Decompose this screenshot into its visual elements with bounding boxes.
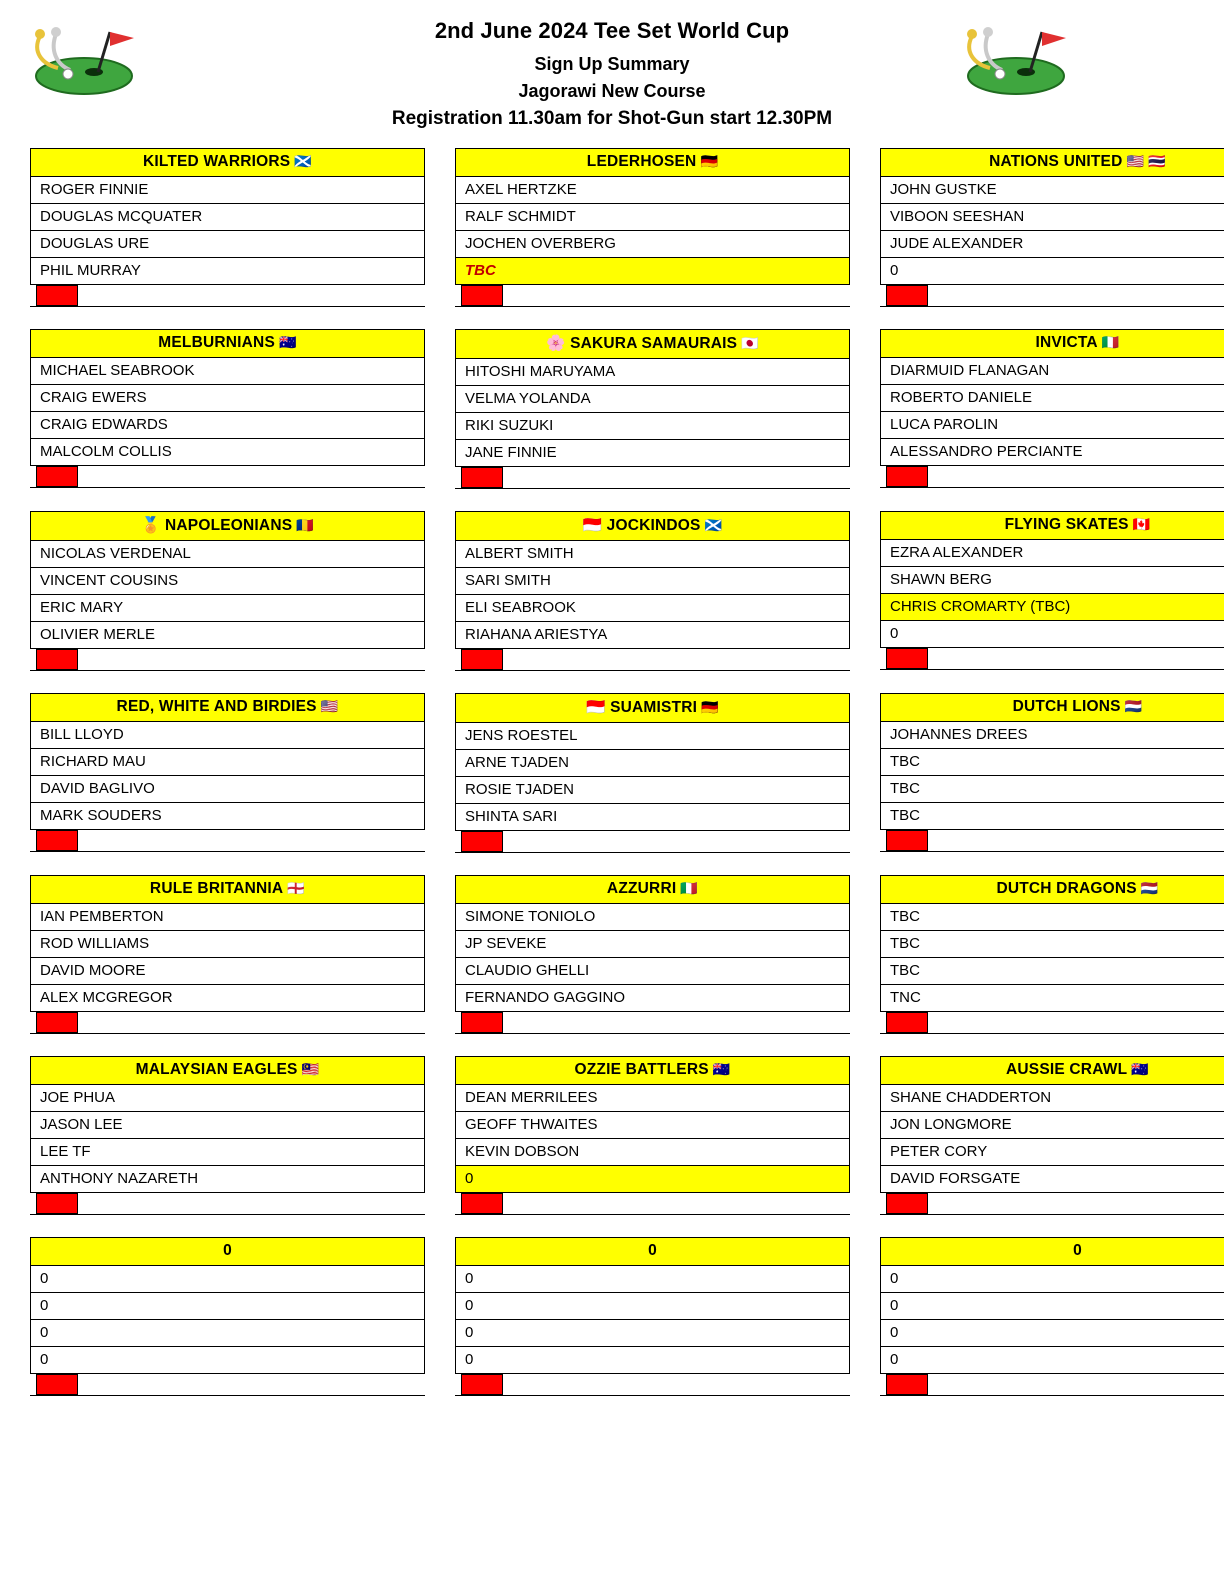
team-flag-icon: 🇩🇪: [697, 699, 719, 715]
team-card: [30, 693, 425, 853]
red-marker-icon: [36, 1012, 78, 1033]
team-name-header[interactable]: DUTCH LIONS 🇳🇱: [880, 693, 1224, 722]
player-row[interactable]: LUCA PAROLIN: [880, 412, 1224, 439]
team-marker-bar: [455, 1193, 850, 1215]
team-card: [880, 1056, 1224, 1215]
team-flag-icon: 🏴󠁧󠁢󠁥󠁮󠁧󠁿: [283, 880, 306, 896]
player-row[interactable]: DAVID FORSGATE: [880, 1166, 1224, 1193]
team-marker-bar: [455, 1012, 850, 1034]
player-row[interactable]: BILL LLOYD: [30, 722, 425, 749]
team-flag-icon: 🇯🇵: [737, 335, 759, 351]
player-row[interactable]: MARK SOUDERS: [30, 803, 425, 830]
team-card: [455, 148, 850, 307]
team-name-header[interactable]: LEDERHOSEN 🇩🇪: [455, 148, 850, 177]
registration-info: Registration 11.30am for Shot-Gun start 12.30PM: [391, 108, 833, 129]
player-row[interactable]: JENS ROESTEL: [455, 723, 850, 750]
red-marker-icon: [461, 1193, 503, 1214]
player-row[interactable]: DIARMUID FLANAGAN: [880, 358, 1224, 385]
team-flag-icon: 🇳🇱: [1136, 880, 1159, 896]
team-marker-bar: [30, 649, 425, 671]
player-row[interactable]: CRAIG EWERS: [30, 385, 425, 412]
team-marker-bar: [455, 649, 850, 671]
team-name-header[interactable]: RULE BRITANNIA 🏴󠁧󠁢󠁥󠁮󠁧󠁿: [30, 875, 425, 904]
player-row[interactable]: TNC: [880, 985, 1224, 1012]
team-marker-bar: [30, 830, 425, 852]
player-row[interactable]: ROGER FINNIE: [30, 177, 425, 204]
team-name-header[interactable]: 0: [455, 1237, 850, 1266]
team-name-header[interactable]: KILTED WARRIORS 🏴󠁧󠁢󠁳󠁣󠁴󠁿: [30, 148, 425, 177]
team-flag-icon: 🇮🇹: [676, 880, 699, 896]
player-row[interactable]: HITOSHI MARUYAMA: [455, 359, 850, 386]
player-row[interactable]: JOCHEN OVERBERG: [455, 231, 850, 258]
player-row[interactable]: DOUGLAS MCQUATER: [30, 204, 425, 231]
player-row[interactable]: JANE FINNIE: [455, 440, 850, 467]
player-row[interactable]: VELMA YOLANDA: [455, 386, 850, 413]
red-marker-icon: [886, 1374, 928, 1395]
red-marker-icon: [461, 467, 503, 488]
player-row[interactable]: JON LONGMORE: [880, 1112, 1224, 1139]
team-name-header[interactable]: AUSSIE CRAWL 🇦🇺: [880, 1056, 1224, 1085]
player-row[interactable]: 0: [880, 258, 1224, 285]
course-name: Jagorawi New Course: [518, 81, 706, 101]
player-row[interactable]: DOUGLAS URE: [30, 231, 425, 258]
player-row[interactable]: 0: [880, 1293, 1224, 1320]
team-name-header[interactable]: FLYING SKATES 🇨🇦: [880, 511, 1224, 540]
team-flag-icon: 🇨🇦: [1128, 516, 1151, 532]
team-name-header[interactable]: 🌸 SAKURA SAMAURAIS 🇯🇵: [455, 329, 850, 359]
red-marker-icon: [886, 1193, 928, 1214]
player-row[interactable]: RALF SCHMIDT: [455, 204, 850, 231]
player-row[interactable]: VIBOON SEESHAN: [880, 204, 1224, 231]
team-name-header[interactable]: NATIONS UNITED 🇺🇸 🇹🇭: [880, 148, 1224, 177]
player-row[interactable]: TBC: [880, 904, 1224, 931]
player-row[interactable]: KEVIN DOBSON: [455, 1139, 850, 1166]
teams-grid: [0, 138, 1224, 1418]
team-flag-icon: 🇳🇱: [1120, 698, 1143, 714]
team-marker-bar: [30, 1193, 425, 1215]
team-card: [30, 148, 425, 307]
player-row[interactable]: SHANE CHADDERTON: [880, 1085, 1224, 1112]
player-row[interactable]: 0: [455, 1320, 850, 1347]
team-marker-bar: [30, 466, 425, 488]
team-marker-bar: [880, 285, 1224, 307]
player-row[interactable]: CRAIG EDWARDS: [30, 412, 425, 439]
player-row[interactable]: 0: [880, 1320, 1224, 1347]
red-marker-icon: [36, 466, 78, 487]
red-marker-icon: [886, 648, 928, 669]
team-card: [455, 875, 850, 1034]
player-row[interactable]: 0: [30, 1293, 425, 1320]
red-marker-icon: [36, 285, 78, 306]
player-row[interactable]: RICHARD MAU: [30, 749, 425, 776]
team-marker-bar: [880, 1193, 1224, 1215]
player-row[interactable]: RIAHANA ARIESTYA: [455, 622, 850, 649]
player-row[interactable]: SHINTA SARI: [455, 804, 850, 831]
team-marker-bar: [30, 285, 425, 307]
player-row[interactable]: ROBERTO DANIELE: [880, 385, 1224, 412]
player-row[interactable]: 0: [880, 621, 1224, 648]
team-name-header[interactable]: 🏅 NAPOLEONIANS 🇷🇴: [30, 511, 425, 541]
team-name-header[interactable]: 🇮🇩 JOCKINDOS 🏴󠁧󠁢󠁳󠁣󠁴󠁿: [455, 511, 850, 541]
player-row[interactable]: DEAN MERRILEES: [455, 1085, 850, 1112]
team-name-header[interactable]: MALAYSIAN EAGLES 🇲🇾: [30, 1056, 425, 1085]
team-name-header[interactable]: MELBURNIANS 🇦🇺: [30, 329, 425, 358]
team-card: [30, 875, 425, 1034]
team-card: [455, 1056, 850, 1215]
team-marker-bar: [880, 1012, 1224, 1034]
player-row[interactable]: AXEL HERTZKE: [455, 177, 850, 204]
team-card: [455, 693, 850, 853]
team-name-header[interactable]: 0: [880, 1237, 1224, 1266]
team-flag-icon: 🇲🇾: [297, 1061, 320, 1077]
team-card: [30, 329, 425, 489]
player-row[interactable]: ARNE TJADEN: [455, 750, 850, 777]
team-card: [880, 329, 1224, 489]
team-flag-icon: 🇺🇸 🇹🇭: [1122, 153, 1166, 169]
team-marker-bar: [880, 466, 1224, 488]
team-flag-icon: 🇮🇹: [1097, 334, 1120, 350]
player-row[interactable]: SARI SMITH: [455, 568, 850, 595]
team-flag-icon: 🇦🇺: [1127, 1061, 1149, 1077]
player-row[interactable]: PETER CORY: [880, 1139, 1224, 1166]
player-row[interactable]: ALEX MCGREGOR: [30, 985, 425, 1012]
red-marker-icon: [886, 285, 928, 306]
team-marker-bar: [880, 648, 1224, 670]
team-flag-icon: 🏴󠁧󠁢󠁳󠁣󠁴󠁿: [700, 517, 723, 533]
team-name-header[interactable]: RED, WHITE AND BIRDIES 🇺🇸: [30, 693, 425, 722]
player-row[interactable]: TBC: [455, 258, 850, 285]
page-header: [0, 0, 1224, 138]
team-marker-bar: [880, 1374, 1224, 1396]
player-row[interactable]: TBC: [880, 958, 1224, 985]
player-row[interactable]: TBC: [880, 776, 1224, 803]
player-row[interactable]: JP SEVEKE: [455, 931, 850, 958]
player-row[interactable]: ROSIE TJADEN: [455, 777, 850, 804]
red-marker-icon: [461, 1012, 503, 1033]
player-row[interactable]: CLAUDIO GHELLI: [455, 958, 850, 985]
player-row[interactable]: MICHAEL SEABROOK: [30, 358, 425, 385]
team-marker-bar: [455, 1374, 850, 1396]
player-row[interactable]: PHIL MURRAY: [30, 258, 425, 285]
player-row[interactable]: JOE PHUA: [30, 1085, 425, 1112]
team-flag-icon: 🇦🇺: [275, 334, 297, 350]
player-row[interactable]: ANTHONY NAZARETH: [30, 1166, 425, 1193]
team-flag-icon: 🇺🇸: [316, 698, 339, 714]
team-name-header[interactable]: 🇮🇩 SUAMISTRI 🇩🇪: [455, 693, 850, 723]
team-name-header[interactable]: INVICTA 🇮🇹: [880, 329, 1224, 358]
team-marker-bar: [455, 467, 850, 489]
red-marker-icon: [886, 1012, 928, 1033]
golf-logo-icon: [22, 18, 142, 98]
player-row[interactable]: TBC: [880, 749, 1224, 776]
team-name-header[interactable]: OZZIE BATTLERS 🇦🇺: [455, 1056, 850, 1085]
player-row[interactable]: IAN PEMBERTON: [30, 904, 425, 931]
team-marker-bar: [30, 1374, 425, 1396]
team-marker-bar: [455, 831, 850, 853]
player-row[interactable]: ROD WILLIAMS: [30, 931, 425, 958]
team-marker-bar: [30, 1012, 425, 1034]
red-marker-icon: [461, 1374, 503, 1395]
player-row[interactable]: OLIVIER MERLE: [30, 622, 425, 649]
player-row[interactable]: TBC: [880, 931, 1224, 958]
team-card: [30, 511, 425, 671]
red-marker-icon: [461, 649, 503, 670]
team-name-header[interactable]: AZZURRI 🇮🇹: [455, 875, 850, 904]
golf-logo-icon: [954, 18, 1074, 98]
red-marker-icon: [36, 1374, 78, 1395]
player-row[interactable]: CHRIS CROMARTY (TBC): [880, 594, 1224, 621]
player-row[interactable]: 0: [455, 1293, 850, 1320]
player-row[interactable]: RIKI SUZUKI: [455, 413, 850, 440]
player-row[interactable]: SHAWN BERG: [880, 567, 1224, 594]
team-flag-icon: 🇩🇪: [696, 153, 719, 169]
team-flag-icon: 🏴󠁧󠁢󠁳󠁣󠁴󠁿: [290, 153, 313, 169]
red-marker-icon: [886, 466, 928, 487]
team-name-header[interactable]: DUTCH DRAGONS 🇳🇱: [880, 875, 1224, 904]
page-title: 2nd June 2024 Tee Set World Cup: [434, 18, 790, 43]
player-row[interactable]: NICOLAS VERDENAL: [30, 541, 425, 568]
player-row[interactable]: LEE TF: [30, 1139, 425, 1166]
team-card: [30, 1056, 425, 1215]
team-marker-bar: [455, 285, 850, 307]
player-row[interactable]: FERNANDO GAGGINO: [455, 985, 850, 1012]
player-row[interactable]: VINCENT COUSINS: [30, 568, 425, 595]
team-card: [455, 329, 850, 489]
player-row[interactable]: 0: [30, 1320, 425, 1347]
player-row[interactable]: DAVID MOORE: [30, 958, 425, 985]
page-subtitle: Sign Up Summary: [534, 54, 690, 74]
red-marker-icon: [36, 830, 78, 851]
player-row[interactable]: JOHANNES DREES: [880, 722, 1224, 749]
player-row[interactable]: 0: [455, 1266, 850, 1293]
player-row[interactable]: 0: [455, 1347, 850, 1374]
team-marker-bar: [880, 830, 1224, 852]
player-row[interactable]: JASON LEE: [30, 1112, 425, 1139]
team-card: [880, 693, 1224, 853]
red-marker-icon: [461, 285, 503, 306]
team-flag-icon: 🇦🇺: [708, 1061, 731, 1077]
player-row[interactable]: 0: [455, 1166, 850, 1193]
team-card: [455, 1237, 850, 1396]
player-row[interactable]: ELI SEABROOK: [455, 595, 850, 622]
team-flag-icon: 🇷🇴: [292, 517, 314, 533]
player-row[interactable]: ERIC MARY: [30, 595, 425, 622]
team-card: [30, 1237, 425, 1396]
red-marker-icon: [36, 1193, 78, 1214]
player-row[interactable]: GEOFF THWAITES: [455, 1112, 850, 1139]
red-marker-icon: [36, 649, 78, 670]
team-name-header[interactable]: 0: [30, 1237, 425, 1266]
player-row[interactable]: SIMONE TONIOLO: [455, 904, 850, 931]
player-row[interactable]: MALCOLM COLLIS: [30, 439, 425, 466]
player-row[interactable]: ALBERT SMITH: [455, 541, 850, 568]
player-row[interactable]: DAVID BAGLIVO: [30, 776, 425, 803]
team-card: [880, 148, 1224, 307]
team-card: [880, 1237, 1224, 1396]
team-card: [455, 511, 850, 671]
player-row[interactable]: ALESSANDRO PERCIANTE: [880, 439, 1224, 466]
player-row[interactable]: EZRA ALEXANDER: [880, 540, 1224, 567]
player-row[interactable]: JOHN GUSTKE: [880, 177, 1224, 204]
team-card: [880, 511, 1224, 671]
team-card: [880, 875, 1224, 1034]
player-row[interactable]: TBC: [880, 803, 1224, 830]
player-row[interactable]: 0: [30, 1347, 425, 1374]
player-row[interactable]: JUDE ALEXANDER: [880, 231, 1224, 258]
red-marker-icon: [886, 830, 928, 851]
red-marker-icon: [461, 831, 503, 852]
player-row[interactable]: 0: [30, 1266, 425, 1293]
player-row[interactable]: 0: [880, 1266, 1224, 1293]
player-row[interactable]: 0: [880, 1347, 1224, 1374]
